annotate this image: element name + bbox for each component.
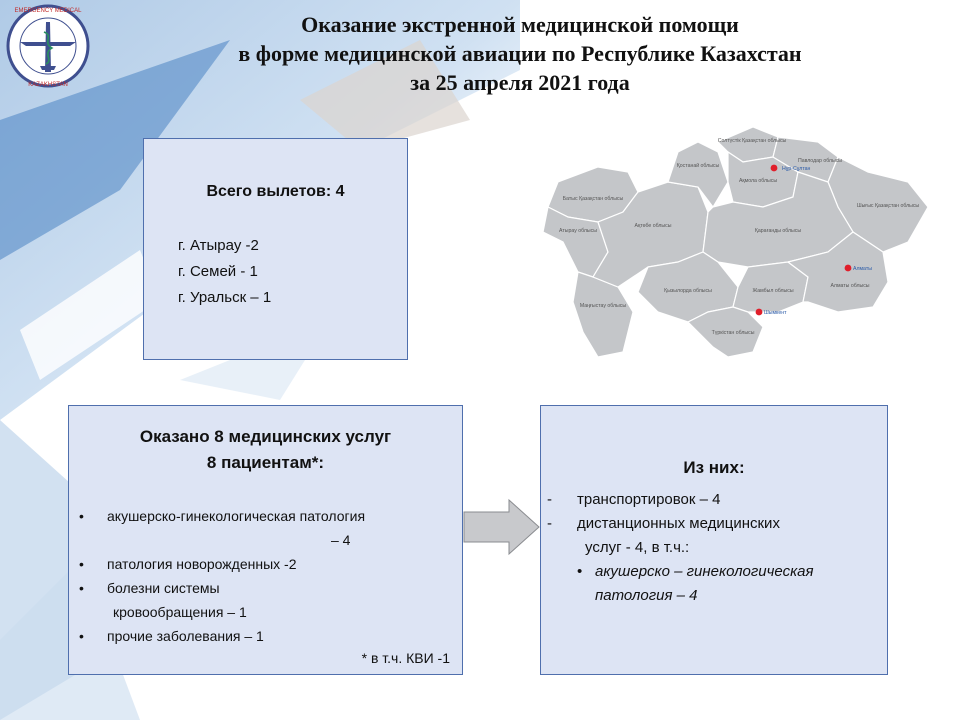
service-list-item — [79, 624, 454, 648]
flight-city-item: г. Уральск – 1 — [178, 289, 272, 306]
flight-city-item: г. Атырау -2 — [178, 237, 259, 254]
map-label-karaganda: Қарағанды облысы — [754, 228, 802, 234]
medical-services-box — [68, 405, 463, 675]
services-heading — [69, 424, 462, 476]
of-them-item-text: транспортировок – 4 — [577, 491, 721, 508]
kazakhstan-regions-map — [538, 112, 942, 362]
services-footnote: * в т.ч. КВИ -1 — [361, 650, 450, 666]
dash-marker: - — [547, 515, 552, 532]
map-label-almaty-oblast: Алматы облысы — [830, 283, 870, 289]
of-them-subitem-line-1: акушерско – гинекологическая — [595, 563, 814, 580]
services-list — [79, 504, 454, 648]
of-them-subitem — [547, 560, 877, 608]
map-city-marker-almaty — [845, 265, 852, 272]
service-item-text: акушерско-гинекологическая патология — [107, 508, 366, 524]
map-label-zhambyl: Жамбыл облысы — [752, 288, 794, 294]
title-line-3: за 25 апреля 2021 года — [410, 70, 630, 95]
service-item-text: прочие заболевания – 1 — [107, 628, 264, 644]
service-item-continuation: – 4 — [331, 532, 351, 548]
of-them-item-continuation: услуг - 4, в т.ч.: — [585, 539, 690, 556]
of-them-subitem-line-2: патология – 4 — [595, 587, 698, 604]
of-them-item-text: дистанционных медицинских — [577, 515, 780, 532]
bullet-icon: • — [79, 628, 84, 644]
map-label-pavlodar: Павлодар облысы — [797, 158, 843, 164]
map-label-nur-sultan: Нұр-Сұлтан — [782, 166, 811, 172]
bullet-icon: • — [79, 508, 84, 524]
services-heading-line-2: 8 пациентам*: — [206, 453, 325, 472]
service-item-text: болезни системы — [107, 580, 220, 596]
map-label-west-kazakhstan: Батыс Қазақстан облысы — [562, 196, 624, 202]
flight-city-item: г. Семей - 1 — [178, 263, 258, 280]
svg-text:KAZAKHSTAN: KAZAKHSTAN — [28, 82, 68, 88]
bullet-icon: • — [79, 556, 84, 572]
bullet-icon: • — [577, 563, 583, 580]
map-label-east-kazakhstan: Шығыс Қазақстан облысы — [856, 203, 920, 209]
of-them-item-remote — [547, 512, 877, 536]
map-label-shymkent: Шымкент — [764, 310, 787, 316]
map-label-almaty-city: Алматы — [853, 266, 872, 272]
map-label-aktobe: Ақтөбе облысы — [634, 223, 672, 229]
flights-city-list — [178, 233, 271, 311]
map-label-akmola: Ақмола облысы — [738, 178, 778, 184]
service-list-item — [79, 576, 454, 624]
title-line-2: в форме медицинской авиации по Республике Казахстан — [238, 41, 802, 66]
map-label-turkistan: Түркістан облысы — [711, 330, 755, 336]
map-city-marker-nur-sultan — [771, 165, 778, 172]
bullet-icon: • — [79, 580, 84, 596]
of-them-heading: Из них: — [683, 458, 745, 477]
map-label-kyzylorda: Қызылорда облысы — [664, 288, 712, 294]
page-title — [100, 10, 940, 97]
total-flights-heading: Всего вылетов: 4 — [206, 183, 345, 200]
of-them-list — [547, 488, 877, 608]
of-them-item-transport — [547, 488, 877, 512]
service-item-text: патология новорожденных -2 — [107, 556, 297, 572]
dash-marker: - — [547, 491, 552, 508]
right-arrow-icon — [463, 498, 541, 556]
svg-text:EMERGENCY MEDICAL: EMERGENCY MEDICAL — [14, 8, 82, 14]
total-flights-box — [143, 138, 408, 360]
service-item-continuation: кровообращения – 1 — [113, 604, 247, 620]
map-label-mangystau: Маңғыстау облысы — [579, 303, 627, 309]
service-list-item — [79, 504, 454, 552]
map-label-kostanay: Қостанай облысы — [676, 163, 720, 169]
service-list-item — [79, 552, 454, 576]
map-city-marker-shymkent — [756, 309, 763, 316]
services-heading-line-1: Оказано 8 медицинских услуг — [139, 427, 392, 446]
emergency-medical-care-logo — [4, 2, 92, 90]
map-label-north-kazakhstan: Солтүстік Қазақстан облысы — [717, 138, 787, 144]
of-them-box — [540, 405, 888, 675]
title-line-1: Оказание экстренной медицинской помощи — [301, 12, 739, 37]
map-label-atyrau: Атырау облысы — [559, 228, 597, 234]
